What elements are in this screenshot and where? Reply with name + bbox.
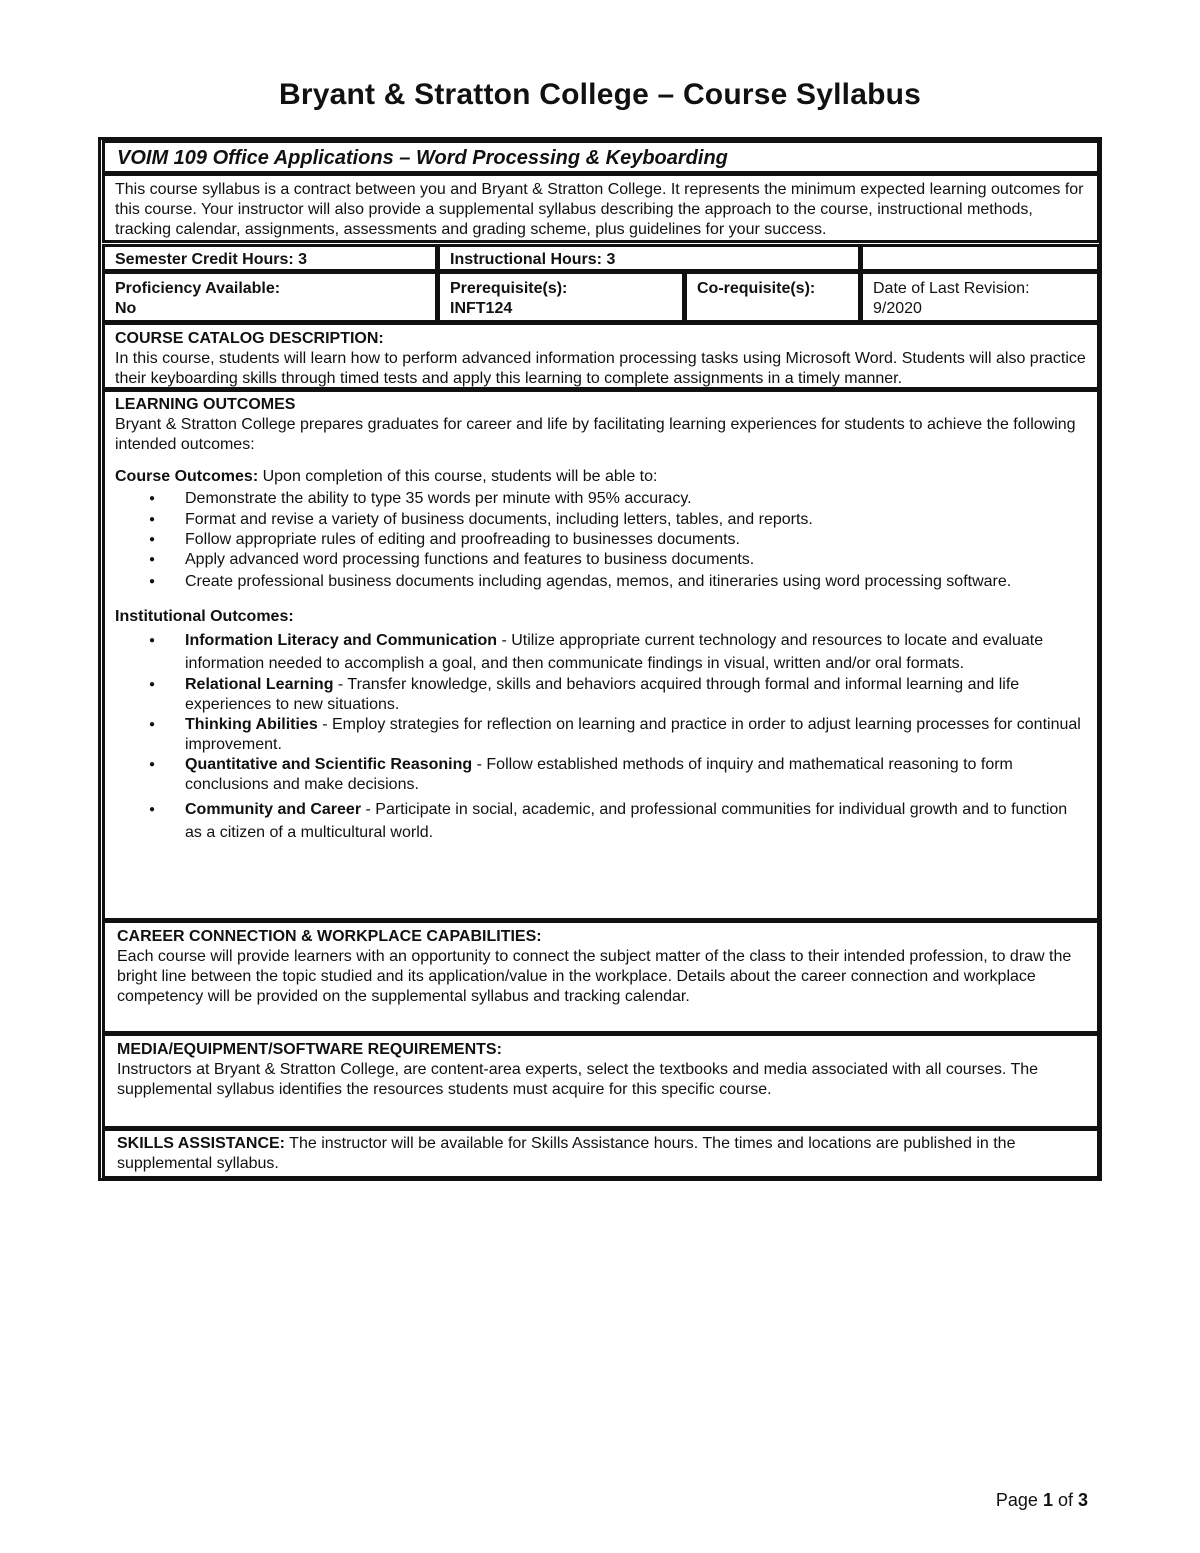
course-outcomes-line [115,467,1087,487]
career-cell [102,920,1100,1034]
institutional-outcomes-label: Institutional Outcomes: [115,608,294,625]
outcome-text: - Follow established methods of inquiry and mathematical reasoning to form conclusions and make decisions. [185,756,1013,793]
list-item: ● Apply advanced word processing functions and features to business documents. [115,550,1087,570]
media-cell [102,1033,1100,1129]
prerequisite-cell [437,271,685,323]
proficiency-value: No [115,300,137,317]
prerequisite-value: INFT124 [450,300,513,317]
outcome-text: - Transfer knowledge, skills and behaviors acquired through formal and informal learning and life experiences to new situations. [185,676,1020,713]
list-item [115,755,1087,795]
outcome-text: - Utilize appropriate current technology and resources to locate and evaluate information needed to accomplish a goal, and then communicate findings in visual, written and/or oral formats. [185,632,1044,672]
outcome-text: - Participate in social, academic, and professional communities for individual growth and to function as a citizen of a multicultural world. [185,801,1068,841]
list-item [115,798,1087,844]
corequisite-label: Co-requisite(s): [697,280,816,297]
list-item [115,675,1087,715]
institutional-outcomes-list [115,629,1087,844]
catalog-text: In this course, students will learn how to perform advanced information processing tasks using Microsoft Word. Students will also practice their keyboarding skills through timed tests and apply this learning to complete assignments in a timely manner. [115,350,1086,387]
media-heading: MEDIA/EQUIPMENT/SOFTWARE REQUIREMENTS: [117,1041,502,1058]
list-item [115,715,1087,755]
of-word: of [1052,1490,1078,1510]
intro-text: This course syllabus is a contract between you and Bryant & Stratton College. It represents the minimum expected learning outcomes for this course. Your instructor will also provide a supplemental syllabus describing the approach to the course, instructional methods, tracking calendar, assignments, assessments and grading scheme, plus guidelines for your success. [115,181,1084,238]
revision-cell [860,271,1100,323]
skills-heading: SKILLS ASSISTANCE: [117,1135,286,1152]
outcomes-cell [102,389,1100,921]
page-number [996,1490,1088,1511]
career-heading: CAREER CONNECTION & WORKPLACE CAPABILITIES: [117,928,542,945]
prerequisite-label: Prerequisite(s): [450,280,568,297]
list-item: ● Follow appropriate rules of editing and proofreading to businesses documents. [115,530,1087,550]
outcome-name: Information Literacy and Communication [185,632,498,649]
list-item: ● Create professional business documents including agendas, memos, and itineraries using word processing software. [115,572,1087,592]
page-title: Bryant & Stratton College – Course Syllabus [278,78,922,111]
credit-hours: Semester Credit Hours: 3 [115,251,308,268]
skills-cell [102,1128,1100,1179]
course-title: VOIM 109 Office Applications – Word Processing & Keyboarding [117,147,728,169]
course-outcomes-list [115,489,1087,592]
course-outcomes-intro: Upon completion of this course, students will be able to: [258,468,658,485]
course-outcomes-label: Course Outcomes: [115,468,259,485]
proficiency-label: Proficiency Available: [115,280,281,297]
outcomes-intro: Bryant & Stratton College prepares graduates for career and life by facilitating learning experiences for students to achieve the following intended outcomes: [115,416,1076,453]
revision-label: Date of Last Revision: [873,280,1030,297]
media-text: Instructors at Bryant & Stratton College, are content-area experts, select the textbooks and media associated with all courses. The supplemental syllabus identifies the resources students must acquire for this specific course. [117,1061,1039,1098]
credit-hours-cell [102,244,438,272]
skills-text-line [117,1134,1085,1174]
page-word: Page [995,1490,1043,1510]
outcomes-heading: LEARNING OUTCOMES [115,396,296,413]
proficiency-cell [102,271,438,323]
corequisite-cell [684,271,861,323]
skills-text: The instructor will be available for Skills Assistance hours. The times and locations are published in the supplemental syllabus. [117,1135,1016,1172]
outcome-text: - Employ strategies for reflection on learning and practice in order to adjust learning processes for continual improvement. [185,716,1081,753]
instructional-hours-cell [437,244,861,272]
total-pages: 3 [1077,1490,1088,1510]
course-title-cell [102,140,1100,174]
list-item: ● Format and revise a variety of business documents, including letters, tables, and reports. [115,510,1087,530]
empty-cell [860,244,1100,272]
list-item [115,629,1087,675]
outcome-name: Relational Learning [185,676,334,693]
catalog-cell [102,322,1100,390]
catalog-heading: COURSE CATALOG DESCRIPTION: [115,330,384,347]
list-item: ● Demonstrate the ability to type 35 words per minute with 95% accuracy. [115,489,1087,509]
instructional-hours: Instructional Hours: 3 [450,251,616,268]
revision-value: 9/2020 [873,300,922,317]
current-page: 1 [1042,1490,1053,1510]
outcome-name: Thinking Abilities [185,716,318,733]
outcome-name: Community and Career [185,801,362,818]
career-text: Each course will provide learners with an opportunity to connect the subject matter of the class to their intended profession, to draw the bright line between the topic studied and its application/value in the workplace. Details about the career connection and workplace competency will be provided on the supplemental syllabus and tracking calendar. [117,948,1072,1005]
outcome-name: Quantitative and Scientific Reasoning [185,756,473,773]
intro-cell [102,173,1100,243]
